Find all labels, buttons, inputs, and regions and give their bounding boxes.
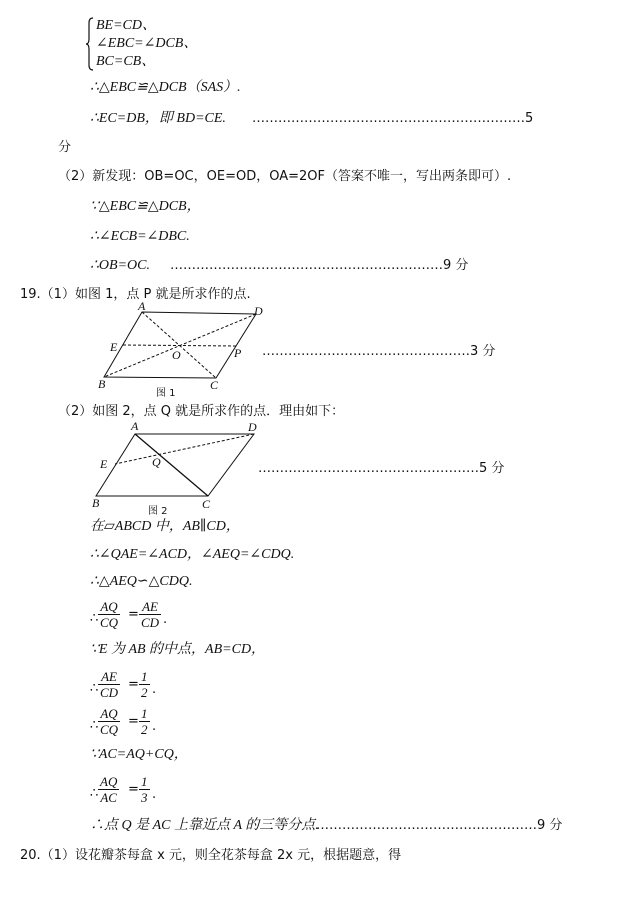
fig2-caption: 图 2 (148, 506, 168, 517)
fig2-label-B: B (92, 496, 100, 510)
fig1-label-E: E (110, 340, 118, 354)
congruent-statement: ∴△EBC≌△DCB（SAS）. (90, 80, 241, 95)
fraction-ae-cd: $\frac{AE}{CD}$ (100, 669, 119, 700)
because-statement: ∵△EBC≌△DCB， (90, 199, 201, 214)
left-brace (86, 17, 94, 71)
step-conclusion: ∴点 Q 是 AC 上靠近点 A 的三等分点. (90, 818, 319, 833)
score-dots-3: …………………………………………3 分 (262, 344, 496, 359)
fraction-one-half: $\frac{1}{2}$ (141, 669, 148, 700)
equals-sign: = (128, 677, 139, 692)
system-line-1: BE=CD、 (96, 18, 156, 33)
q19-part1: 19.（1）如图 1，点 P 就是所求作的点. (20, 287, 251, 302)
score-dots-9b: ……………………………………………9 分 (316, 818, 563, 833)
fig1-caption: 图 1 (156, 388, 176, 399)
equals-sign: = (128, 782, 139, 797)
score-dots-5: ………………………………………………………5 (252, 111, 534, 126)
therefore-symbol: ∴ (90, 718, 99, 733)
therefore-symbol: ∴ (90, 786, 99, 801)
fig1-label-D: D (254, 304, 263, 318)
step-angles: ∴∠QAE=∠ACD，∠AEQ=∠CDQ. (90, 547, 295, 562)
fig2-label-Q: Q (152, 455, 161, 469)
step-similar: ∴△AEQ∽△CDQ. (90, 574, 193, 589)
figure-1 (98, 300, 278, 400)
period: . (152, 719, 157, 734)
fig2-label-D: D (248, 420, 257, 434)
ec-db-statement: ∴EC=DB，即 BD=CE. (90, 111, 226, 126)
fig1-label-C: C (210, 378, 219, 392)
fraction-ae-cd: $\frac{AE}{CD}$ (141, 599, 160, 630)
period: . (163, 612, 168, 627)
fraction-aq-ac: $\frac{AQ}{AC}$ (100, 774, 118, 805)
fig2-label-E: E (100, 457, 108, 471)
fraction-aq-cq: $\frac{AQ}{CQ}$ (100, 599, 119, 630)
fig1-label-P: P (234, 346, 242, 360)
angle-statement: ∴∠ECB=∠DBC. (90, 229, 190, 244)
therefore-symbol: ∴ (90, 681, 99, 696)
step-midpoint: ∵E 为 AB 的中点，AB=CD， (90, 642, 266, 657)
fig2-label-A: A (131, 419, 139, 433)
fraction-one-third: $\frac{1}{3}$ (141, 774, 148, 805)
ob-oc-statement: ∴OB=OC. (90, 258, 150, 273)
q20-part1: 20.（1）设花瓣茶每盒 x 元，则全花茶每盒 2x 元，根据题意，得 (20, 848, 402, 863)
fig1-label-B: B (98, 377, 106, 391)
fig1-label-A: A (138, 300, 146, 313)
fraction-one-half: $\frac{1}{2}$ (141, 706, 148, 737)
step-parallel: 在▱ABCD 中，AB∥CD， (90, 519, 240, 534)
score-unit: 分 (58, 140, 72, 155)
equals-sign: = (128, 607, 139, 622)
score-dots-5b: ……………………………………………5 分 (258, 461, 505, 476)
part2-intro: （2）新发现：OB=OC，OE=OD，OA=2OF（答案不唯一，写出两条即可）. (58, 169, 512, 184)
fraction-aq-cq: $\frac{AQ}{CQ}$ (100, 706, 119, 737)
equals-sign: = (128, 714, 139, 729)
period: . (152, 682, 157, 697)
score-dots-9: ………………………………………………………9 分 (170, 258, 469, 273)
therefore-symbol: ∴ (90, 611, 99, 626)
system-line-2: ∠EBC=∠DCB、 (96, 36, 198, 51)
fig1-label-O: O (172, 348, 181, 362)
period: . (152, 787, 157, 802)
q19-part2: （2）如图 2，点 Q 就是所求作的点．理由如下： (58, 404, 345, 419)
system-line-3: BC=CB、 (96, 54, 156, 69)
step-sum: ∵AC=AQ+CQ， (90, 747, 188, 762)
fig2-label-C: C (202, 497, 211, 511)
figure-2 (88, 418, 268, 522)
